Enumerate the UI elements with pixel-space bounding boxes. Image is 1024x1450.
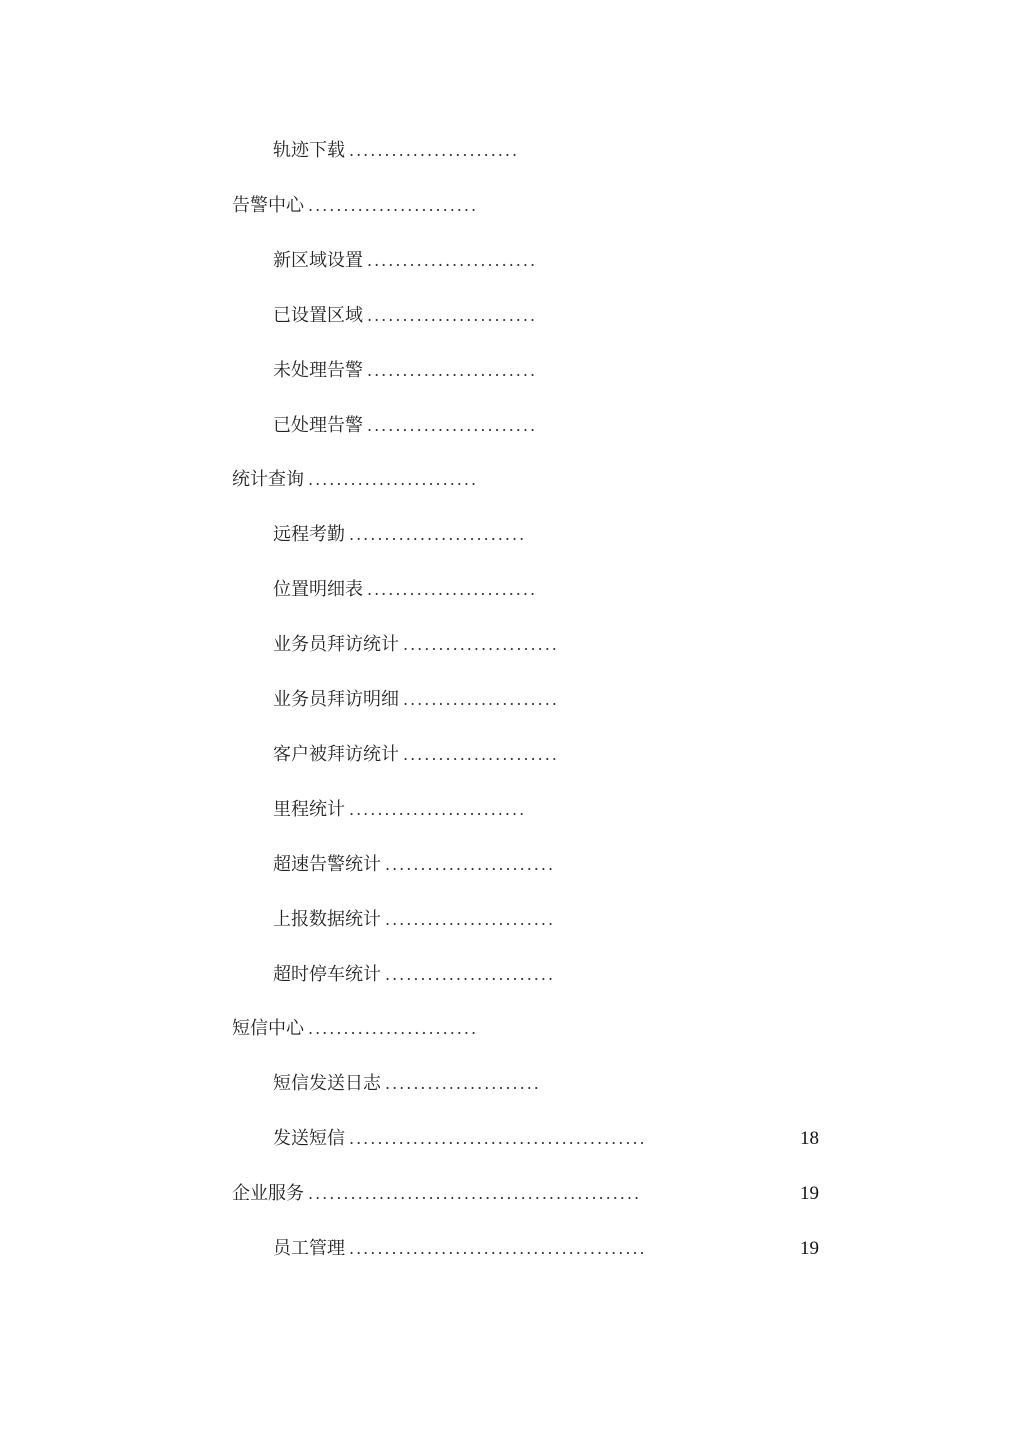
toc-dot-leader: ........................ xyxy=(349,141,520,160)
toc-subsection-entry[interactable] xyxy=(273,356,537,386)
toc-dot-leader: ........................ xyxy=(367,360,538,380)
toc-subsection-entry[interactable] xyxy=(273,136,519,166)
toc-dot-leader: ............................................... xyxy=(308,1184,642,1204)
toc-subsection-entry[interactable] xyxy=(273,1234,647,1264)
toc-subsection-entry[interactable] xyxy=(273,411,537,441)
toc-entry-title: 上报数据统计 xyxy=(273,908,381,930)
toc-subsection-entry[interactable] xyxy=(273,1069,541,1099)
toc-dot-leader: ...................... xyxy=(403,635,559,655)
toc-subsection-entry[interactable] xyxy=(273,795,526,825)
toc-entry-title: 客户被拜访统计 xyxy=(273,743,399,765)
toc-subsection-entry[interactable] xyxy=(273,740,559,770)
toc-section-entry[interactable] xyxy=(232,1014,478,1044)
toc-entry-title: 员工管理 xyxy=(273,1238,345,1259)
toc-dot-leader: ........................ xyxy=(385,909,556,929)
toc-section-entry[interactable] xyxy=(232,465,478,495)
toc-subsection-entry[interactable] xyxy=(273,520,526,550)
toc-dot-leader: ......................... xyxy=(349,799,527,819)
toc-subsection-entry[interactable] xyxy=(273,685,559,715)
toc-entry-title: 短信中心 xyxy=(232,1018,304,1040)
toc-entry-title: 已处理告警 xyxy=(273,414,363,436)
toc-entry-title: 业务员拜访统计 xyxy=(273,634,399,656)
toc-page-number: 19 xyxy=(800,1238,819,1259)
toc-subsection-entry[interactable] xyxy=(273,630,559,660)
toc-entry-title: 发送短信 xyxy=(273,1128,345,1150)
toc-entry-title: 未处理告警 xyxy=(273,359,363,381)
toc-subsection-entry[interactable] xyxy=(273,1124,647,1154)
toc-entry-title: 新区域设置 xyxy=(273,249,363,271)
toc-dot-leader: ........................ xyxy=(367,415,538,435)
toc-entry-title: 里程统计 xyxy=(273,798,345,820)
toc-dot-leader: ........................ xyxy=(308,470,479,490)
toc-dot-leader: ........................ xyxy=(367,250,538,270)
toc-subsection-entry[interactable] xyxy=(273,960,555,990)
toc-entry-title: 远程考勤 xyxy=(273,524,345,546)
toc-subsection-entry[interactable] xyxy=(273,575,537,605)
toc-entry-title: 超时停车统计 xyxy=(273,963,381,985)
toc-entry-title: 业务员拜访明细 xyxy=(273,689,399,710)
toc-entry-title: 位置明细表 xyxy=(273,579,363,601)
toc-dot-leader: .......................................... xyxy=(349,1129,647,1149)
toc-dot-leader: ...................... xyxy=(385,1074,541,1094)
toc-dot-leader: ........................ xyxy=(385,964,556,984)
toc-dot-leader: ......................... xyxy=(349,525,527,545)
toc-dot-leader: ........................ xyxy=(367,580,538,600)
toc-dot-leader: ........................ xyxy=(367,305,538,325)
toc-entry-title: 轨迹下载 xyxy=(273,140,345,161)
toc-dot-leader: ...................... xyxy=(403,690,559,709)
toc-subsection-entry[interactable] xyxy=(273,246,537,276)
toc-entry-title: 超速告警统计 xyxy=(273,853,381,875)
toc-dot-leader: ........................ xyxy=(308,195,479,215)
toc-page-number: 19 xyxy=(800,1183,819,1205)
toc-subsection-entry[interactable] xyxy=(273,850,555,880)
toc-entry-title: 短信发送日志 xyxy=(273,1073,381,1095)
toc-subsection-entry[interactable] xyxy=(273,905,555,935)
toc-dot-leader: ........................ xyxy=(385,854,556,874)
toc-dot-leader: ...................... xyxy=(403,744,559,764)
toc-entry-title: 告警中心 xyxy=(232,194,304,216)
toc-dot-leader: .......................................... xyxy=(349,1239,647,1258)
toc-entry-title: 统计查询 xyxy=(232,469,304,491)
toc-section-entry[interactable] xyxy=(232,1179,641,1209)
toc-subsection-entry[interactable] xyxy=(273,301,537,331)
toc-dot-leader: ........................ xyxy=(308,1019,479,1039)
toc-page-number: 18 xyxy=(800,1128,819,1150)
toc-entry-title: 已设置区域 xyxy=(273,304,363,326)
toc-section-entry[interactable] xyxy=(232,191,478,221)
toc-entry-title: 企业服务 xyxy=(232,1183,304,1205)
